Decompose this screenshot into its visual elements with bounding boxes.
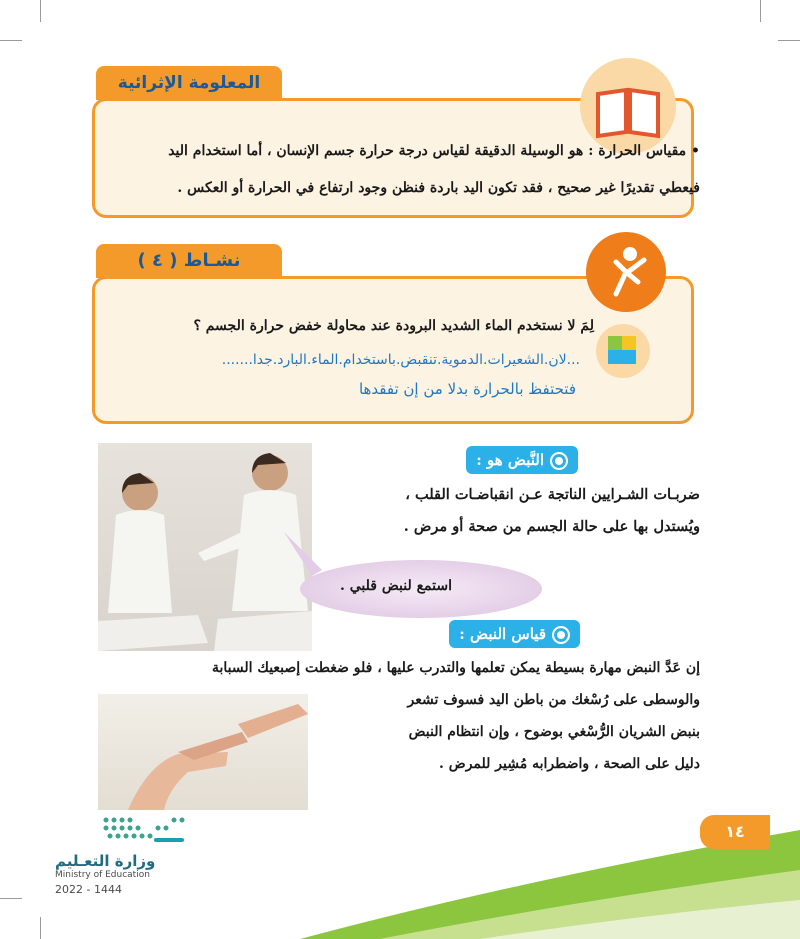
pulse-heading-text: النَّبض هو : — [476, 451, 544, 469]
boys-photo — [98, 443, 312, 651]
ministry-arabic: وزارة التعـليم — [55, 852, 156, 870]
measure-line-2: والوسطى على رُسْغك من باطن اليد فسوف تشعر — [407, 692, 700, 708]
page-number-badge: ١٤ — [700, 815, 770, 849]
pulse-heading — [466, 446, 578, 474]
crop-mark — [40, 917, 41, 939]
enrichment-title-tab: المعلومة الإثرائية — [96, 66, 282, 100]
measure-line-3: بنبض الشريان الرُّسْغي بوضوح ، وإن انتظام النبض — [408, 724, 700, 740]
puzzle-icon — [596, 324, 650, 378]
book-icon — [580, 58, 676, 154]
ministry-english: Ministry of Education — [55, 870, 150, 880]
bullet-dot — [552, 626, 570, 644]
speech-bubble-tail — [282, 530, 326, 580]
enrichment-line-1: • مقياس الحرارة : هو الوسيلة الدقيقة لقياس درجة حرارة جسم الإنسان ، أما استخدام اليد — [168, 143, 700, 159]
ministry-logo-icon — [100, 812, 190, 846]
enrichment-line-2: فيعطي تقديرًا غير صحيح ، فقد تكون اليد باردة فنظن وجود ارتفاع في الحرارة أو العكس . — [177, 180, 700, 196]
activity-figure-icon — [586, 232, 666, 312]
speech-bubble-text: استمع لنبض قلبي . — [340, 578, 452, 594]
crop-mark — [0, 40, 22, 41]
crop-mark — [40, 0, 41, 22]
measure-line-4: دليل على الصحة ، واضطرابه مُشِير للمرض . — [439, 756, 700, 772]
bullet-dot — [550, 452, 568, 470]
measure-heading — [449, 620, 580, 648]
ministry-year: 2022 - 1444 — [55, 883, 122, 896]
crop-mark — [778, 40, 800, 41]
crop-mark — [0, 898, 22, 899]
activity-answer-line-2: فتحتفظ بالحرارة بدلا من إن تفقدها — [358, 380, 576, 398]
crop-mark — [760, 0, 761, 22]
activity-question: لِمَ لا نستخدم الماء الشديد البرودة عند محاولة خفض حرارة الجسم ؟ — [193, 318, 594, 334]
wrist-photo — [98, 694, 308, 810]
measure-heading-text: قياس النبض : — [459, 625, 546, 643]
activity-title-tab: نشـاط ( ٤ ) — [96, 244, 282, 278]
pulse-line-2: ويُستدل بها على حالة الجسم من صحة أو مرض . — [403, 518, 700, 535]
measure-line-1: إن عَدَّ النبض مهارة بسيطة يمكن تعلمها والتدرب عليها ، فلو ضغطت إصبعيك السبابة — [211, 660, 700, 676]
activity-answer-line-1: ...لان.الشعيرات.الدموية.تنقبض.باستخدام.الماء.البارد.جدا....... — [221, 352, 580, 368]
pulse-line-1: ضربـات الشـرايين الناتجة عـن انقباضـات القلب ، — [405, 486, 700, 503]
